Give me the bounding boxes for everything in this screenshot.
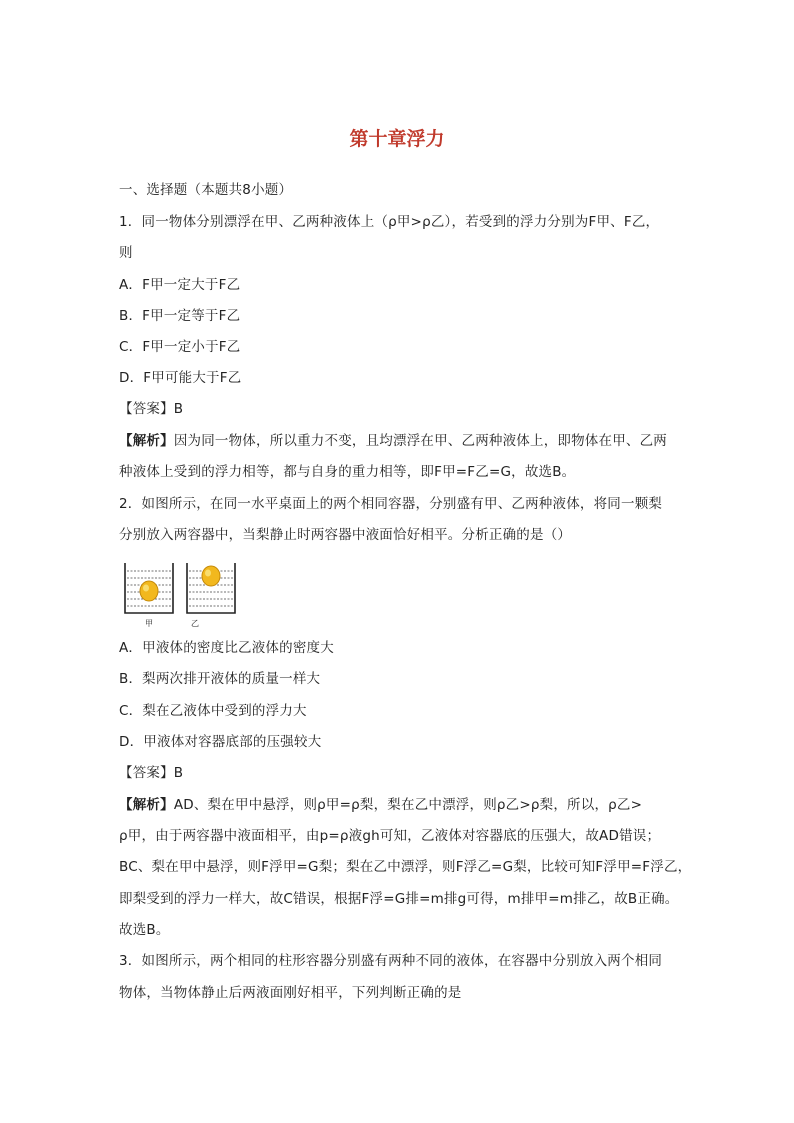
section-heading: 一、选择题（本题共8小题） — [119, 182, 293, 198]
q1-analysis-line1 — [119, 431, 667, 451]
q1-analysis-label: 【解析】 — [119, 433, 174, 449]
container-jia — [125, 563, 173, 613]
q2-analysis-line2: ρ甲，由于两容器中液面相平，由p=ρ液gh可知，乙液体对容器底的压强大，故AD错误； — [119, 828, 661, 844]
q1-option-d: D．F甲可能大于F乙 — [119, 370, 242, 386]
q2-analysis-line3: BC、梨在甲中悬浮，则F浮甲=G梨；梨在乙中漂浮，则F浮乙=G梨，比较可知F浮甲=F浮乙， — [119, 859, 692, 875]
q2-option-a: A．甲液体的密度比乙液体的密度大 — [119, 640, 334, 656]
pear-jia — [140, 581, 158, 601]
q3-stem-line1: 3．如图所示，两个相同的柱形容器分别盛有两种不同的液体，在容器中分别放入两个相同 — [119, 953, 663, 969]
q1-option-b: B．F甲一定等于F乙 — [119, 308, 241, 324]
q2-option-d: D．甲液体对容器底部的压强较大 — [119, 734, 322, 750]
container-yi — [187, 563, 235, 613]
q1-answer: 【答案】B — [119, 401, 184, 417]
q2-answer: 【答案】B — [119, 765, 184, 781]
q1-analysis-line2: 种液体上受到的浮力相等，都与自身的重力相等，即F甲=F乙=G，故选B。 — [119, 464, 576, 480]
q2-option-c: C．梨在乙液体中受到的浮力大 — [119, 703, 307, 719]
q3-stem-line2: 物体，当物体静止后两液面刚好相平，下列判断正确的是 — [119, 985, 462, 1001]
q2-analysis-label: 【解析】 — [119, 797, 174, 813]
two-containers-figure — [121, 559, 241, 631]
q2-analysis-text: AD、梨在甲中悬浮，则ρ甲=ρ梨，梨在乙中漂浮，则ρ乙>ρ梨，所以，ρ乙> — [173, 797, 643, 813]
pear-yi — [202, 566, 220, 586]
q2-analysis-line1 — [119, 795, 642, 815]
q1-stem-line2: 则 — [119, 245, 133, 261]
q1-option-c: C．F甲一定小于F乙 — [119, 339, 241, 355]
q2-analysis-line5: 故选B。 — [119, 922, 170, 938]
q2-stem-line1: 2．如图所示，在同一水平桌面上的两个相同容器，分别盛有甲、乙两种液体，将同一颗梨 — [119, 496, 663, 512]
page-title: 第十章浮力 — [349, 128, 445, 150]
figure-label-jia: 甲 — [145, 619, 153, 628]
q2-analysis-line4: 即梨受到的浮力一样大，故C错误，根据F浮=G排=m排g可得，m排甲=m排乙，故B正确。 — [119, 891, 679, 907]
figure-label-yi: 乙 — [191, 619, 199, 628]
q2-option-b: B．梨两次排开液体的质量一样大 — [119, 671, 321, 687]
q1-analysis-text: 因为同一物体，所以重力不变，且均漂浮在甲、乙两种液体上，即物体在甲、乙两 — [173, 433, 668, 449]
q1-option-a: A．F甲一定大于F乙 — [119, 277, 241, 293]
q1-stem-line1: 1．同一物体分别漂浮在甲、乙两种液体上（ρ甲>ρ乙），若受到的浮力分别为F甲、F乙， — [119, 214, 660, 230]
q2-stem-line2: 分别放入两容器中，当梨静止时两容器中液面恰好相平。分析正确的是（） — [119, 527, 572, 543]
